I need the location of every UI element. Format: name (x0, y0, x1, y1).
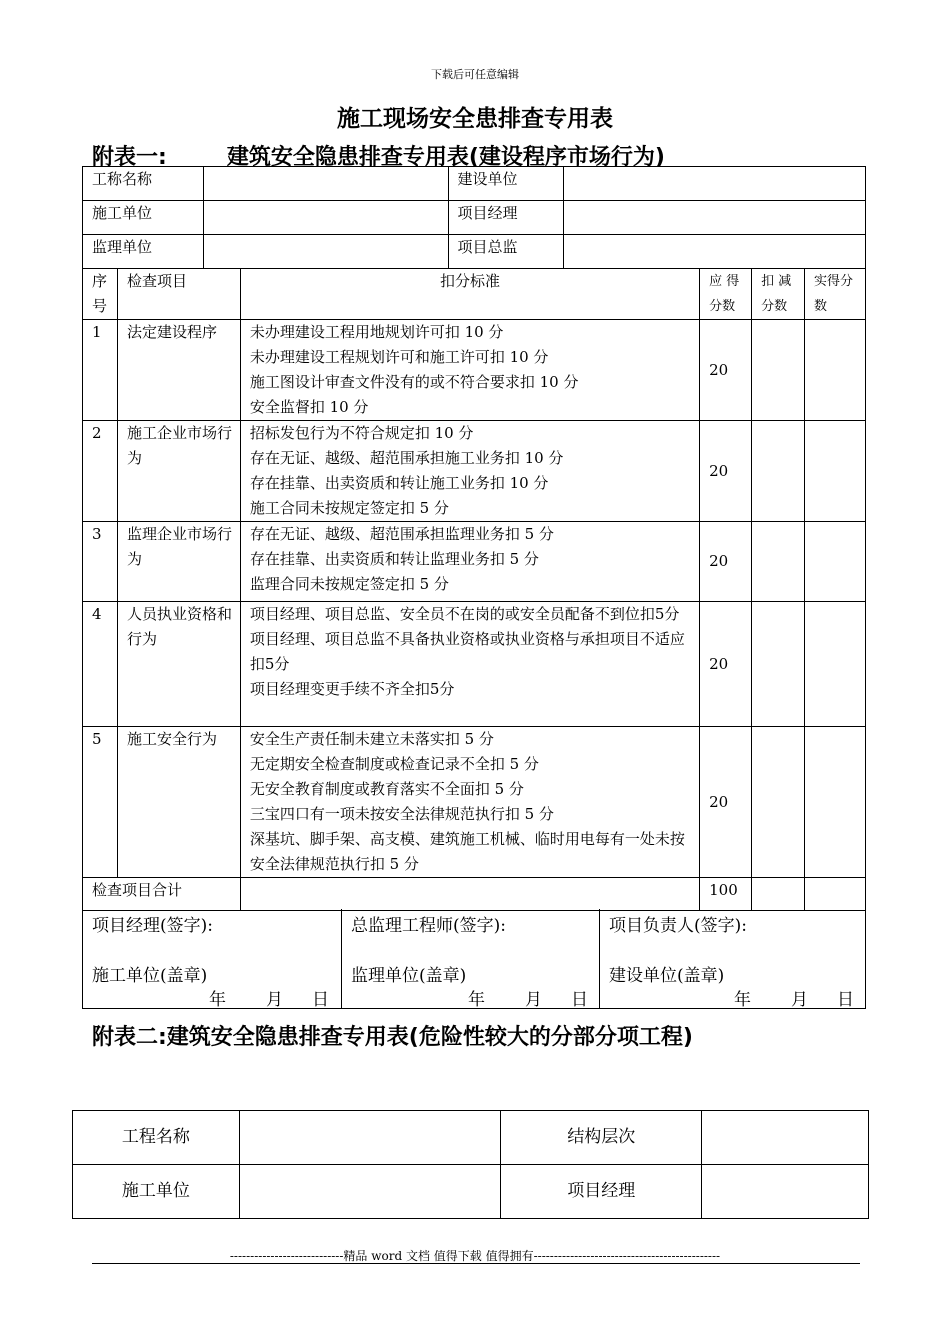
table-row (83, 235, 866, 269)
seal-label: 建设单位(盖章) (609, 966, 725, 986)
header-actual: 实得分数 (805, 269, 866, 320)
criteria-line: 存在无证、越级、超范围承担监理业务扣 5 分 (249, 525, 554, 543)
criteria-line: 项目经理、项目总监不具备执业资格或执业资格与承担项目不适应扣5分 (249, 630, 685, 673)
row-deduct-cell[interactable] (752, 421, 805, 522)
sign-label: 项目负责人(签字): (609, 916, 747, 936)
project-name-label: 工称名称 (83, 167, 204, 201)
date-year: 年 (734, 990, 751, 1010)
row-item: 施工企业市场行为 (117, 421, 240, 522)
row-deduct-cell[interactable] (752, 522, 805, 602)
criteria-line: 未办理建设工程用地规划许可扣 10 分 (249, 323, 504, 341)
criteria-line: 招标发包行为不符合规定扣 10 分 (249, 424, 474, 442)
appendix1-title: 建筑安全隐患排查专用表(建设程序市场行为) (226, 145, 665, 170)
row-score: 20 (700, 602, 752, 727)
criteria-line: 无安全教育制度或教育落实不全面扣 5 分 (249, 780, 524, 798)
row-item: 施工安全行为 (117, 727, 240, 878)
total-deduct-cell[interactable] (752, 878, 805, 911)
criteria-line: 存在无证、越级、超范围承担施工业务扣 10 分 (249, 449, 564, 467)
project-manager-value[interactable] (564, 201, 866, 235)
criteria-line: 施工合同未按规定签定扣 5 分 (249, 499, 449, 517)
criteria-line: 项目经理、项目总监、安全员不在岗的或安全员配备不到位扣5分 (249, 605, 680, 623)
row-item: 人员执业资格和行为 (117, 602, 240, 727)
table-row (83, 727, 866, 878)
project-name-value[interactable] (203, 167, 448, 201)
criteria-line: 安全生产责任制未建立未落实扣 5 分 (249, 730, 494, 748)
criteria-line: 无定期安全检查制度或检查记录不全扣 5 分 (249, 755, 539, 773)
contractor-label: 施工单位 (73, 1165, 240, 1219)
main-title: 施工现场安全患排查专用表 (337, 106, 613, 132)
row-criteria (240, 727, 699, 878)
total-row (83, 878, 866, 911)
total-blank (240, 878, 699, 911)
row-criteria (240, 421, 699, 522)
date-day: 日 (837, 990, 854, 1010)
chief-supervisor-value[interactable] (564, 235, 866, 269)
table-row (83, 421, 866, 522)
date-line (209, 985, 329, 1010)
row-score: 20 (700, 320, 752, 421)
row-deduct-cell[interactable] (752, 727, 805, 878)
supervisor-unit-label: 监理单位 (83, 235, 204, 269)
sign-label: 项目经理(签字): (92, 916, 213, 936)
table-row (83, 320, 866, 421)
criteria-line: 深基坑、脚手架、高支模、建筑施工机械、临时用电每有一处未按安全法律规范执行扣 5 分 (249, 830, 685, 873)
header-item: 检查项目 (117, 269, 240, 320)
appendix1-label: 附表一: (92, 145, 167, 170)
criteria-line: 存在挂靠、出卖资质和转让施工业务扣 10 分 (249, 474, 549, 492)
criteria-line: 存在挂靠、出卖资质和转让监理业务扣 5 分 (249, 550, 539, 568)
structure-label: 结构层次 (501, 1111, 702, 1165)
table-row (73, 1165, 869, 1219)
seal-label: 施工单位(盖章) (92, 966, 208, 986)
row-criteria (240, 602, 699, 727)
row-actual-cell[interactable] (805, 421, 866, 522)
total-actual-cell[interactable] (805, 878, 866, 911)
table-row (83, 522, 866, 602)
builder-unit-label: 建设单位 (448, 167, 564, 201)
table-row (83, 602, 866, 727)
total-label: 检查项目合计 (83, 878, 241, 911)
table-header-row (83, 269, 866, 320)
criteria-line: 施工图设计审查文件没有的或不符合要求扣 10 分 (249, 373, 579, 391)
criteria-line: 三宝四口有一项未按安全法律规范执行扣 5 分 (249, 805, 554, 823)
row-criteria (240, 522, 699, 602)
row-seq: 1 (83, 320, 118, 421)
sign-label: 总监理工程师(签字): (351, 916, 506, 936)
header-note: 下载后可任意编辑 (431, 68, 519, 81)
contractor-value[interactable] (239, 1165, 501, 1219)
project-name-label: 工程名称 (73, 1111, 240, 1165)
project-manager-label: 项目经理 (501, 1165, 702, 1219)
structure-value[interactable] (702, 1111, 869, 1165)
chief-supervisor-label: 项目总监 (448, 235, 564, 269)
date-year: 年 (209, 990, 226, 1010)
header-due-score: 应 得分数 (700, 269, 752, 320)
project-name-value[interactable] (239, 1111, 501, 1165)
row-score: 20 (700, 421, 752, 522)
project-manager-label: 项目经理 (448, 201, 564, 235)
criteria-line: 项目经理变更手续不齐全扣5分 (249, 680, 455, 698)
row-seq: 5 (83, 727, 118, 878)
row-score: 20 (700, 522, 752, 602)
row-criteria (240, 320, 699, 421)
row-actual-cell[interactable] (805, 522, 866, 602)
header-criteria: 扣分标准 (240, 269, 699, 320)
contractor-value[interactable] (203, 201, 448, 235)
row-actual-cell[interactable] (805, 727, 866, 878)
criteria-line: 监理合同未按规定签定扣 5 分 (249, 575, 449, 593)
date-day: 日 (571, 990, 588, 1010)
footer-text: ----------------------------精品 word 文档 值得下载 值得拥有---------------------------------------------- (229, 1249, 721, 1263)
signature-col-supervisor (341, 909, 600, 1009)
contractor-label: 施工单位 (83, 201, 204, 235)
row-deduct-cell[interactable] (752, 602, 805, 727)
project-info-table-2 (72, 1110, 869, 1219)
date-day: 日 (312, 990, 329, 1010)
table-row (73, 1111, 869, 1165)
footer-divider (92, 1263, 860, 1264)
signature-col-builder (599, 909, 867, 1009)
row-seq: 3 (83, 522, 118, 602)
supervisor-unit-value[interactable] (203, 235, 448, 269)
row-deduct-cell[interactable] (752, 320, 805, 421)
row-seq: 2 (83, 421, 118, 522)
row-item: 法定建设程序 (117, 320, 240, 421)
row-actual-cell[interactable] (805, 602, 866, 727)
builder-unit-value[interactable] (564, 167, 866, 201)
header-seq: 序号 (83, 269, 118, 320)
date-month: 月 (266, 990, 283, 1010)
criteria-line: 未办理建设工程规划许可和施工许可扣 10 分 (249, 348, 549, 366)
date-year: 年 (468, 990, 485, 1010)
date-month: 月 (525, 990, 542, 1010)
signature-block (82, 909, 866, 1009)
project-manager-value[interactable] (702, 1165, 869, 1219)
seal-label: 监理单位(盖章) (351, 966, 467, 986)
date-line (734, 985, 854, 1010)
appendix2-title: 附表二:建筑安全隐患排查专用表(危险性较大的分部分项工程) (92, 1025, 693, 1050)
date-month: 月 (791, 990, 808, 1010)
criteria-line: 安全监督扣 10 分 (249, 398, 369, 416)
signature-col-contractor (83, 909, 341, 1009)
row-item: 监理企业市场行为 (117, 522, 240, 602)
row-seq: 4 (83, 602, 118, 727)
row-actual-cell[interactable] (805, 320, 866, 421)
table-row (83, 167, 866, 201)
row-score: 20 (700, 727, 752, 878)
project-info-table (82, 166, 866, 269)
inspection-table (82, 268, 866, 911)
table-row (83, 201, 866, 235)
date-line (468, 985, 588, 1010)
header-deduct: 扣 减分数 (752, 269, 805, 320)
total-score: 100 (700, 878, 752, 911)
